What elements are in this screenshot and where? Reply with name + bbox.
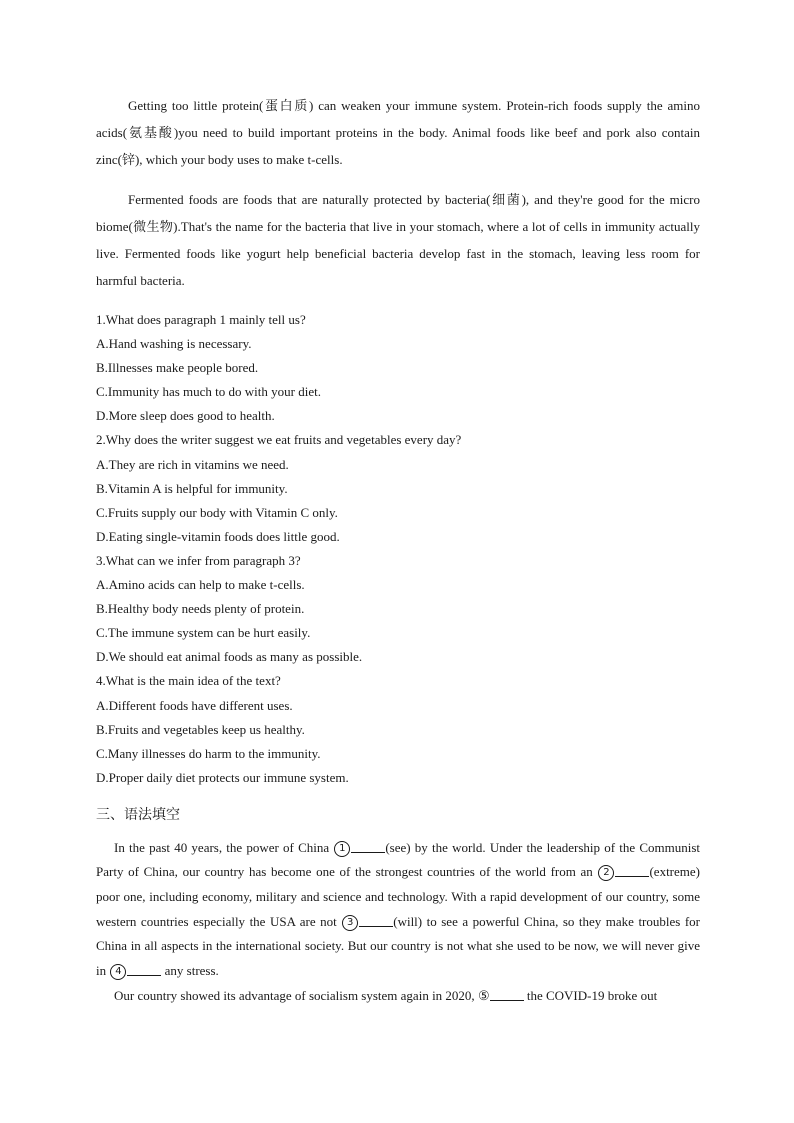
blank-1[interactable] bbox=[351, 840, 385, 853]
section-title: 三、语法填空 bbox=[96, 806, 180, 823]
question-stem: 4.What is the main idea of the text? bbox=[96, 673, 281, 689]
question-4 bbox=[96, 669, 700, 789]
blank-number-2: 2 bbox=[598, 865, 614, 881]
grammar-text: the COVID-19 broke out bbox=[523, 988, 658, 1004]
document-page bbox=[96, 92, 700, 1009]
option-c[interactable]: C.Fruits supply our body with Vitamin C only. bbox=[96, 504, 338, 520]
grammar-passage bbox=[96, 836, 700, 1009]
blank-3[interactable] bbox=[359, 914, 393, 927]
question-1 bbox=[96, 308, 700, 428]
grammar-text: (see) by the world. Under the leadership of the Communist Party of China, our country has become one of the strongest countries of the world from an bbox=[96, 839, 700, 880]
option-d[interactable]: D.More sleep does good to health. bbox=[96, 408, 275, 424]
option-c[interactable]: C.Immunity has much to do with your diet. bbox=[96, 384, 321, 400]
grammar-text: (extreme) poor one, including economy, military and science and technology. With a rapid development of our country, some western countries especially the USA are not bbox=[96, 864, 700, 929]
option-c[interactable]: C.The immune system can be hurt easily. bbox=[96, 625, 311, 641]
question-stem: 1.What does paragraph 1 mainly tell us? bbox=[96, 312, 306, 327]
option-a[interactable]: A.Hand washing is necessary. bbox=[96, 336, 252, 352]
option-d[interactable]: D.Eating single-vitamin foods does little good. bbox=[96, 528, 340, 544]
blank-4[interactable] bbox=[127, 963, 161, 976]
grammar-paragraph-2 bbox=[96, 984, 700, 1009]
option-b[interactable]: B.Healthy body needs plenty of protein. bbox=[96, 601, 305, 617]
question-list bbox=[96, 308, 700, 790]
grammar-paragraph-1 bbox=[96, 836, 700, 984]
blank-number-4: 4 bbox=[110, 964, 126, 980]
option-a[interactable]: A.Amino acids can help to make t-cells. bbox=[96, 577, 305, 593]
passage-paragraph-fermented-foods: Fermented foods are foods that are naturally protected by bacteria(细菌), and they're good for the micro biome(微生物).That's the name for the bacteria that live in your stomach, where a lot of cells in immunity actually live. Fermented foods like yogurt help beneficial bacteria develop fast in the stomach, leaving less room for harmful bacteria. bbox=[96, 192, 700, 288]
option-a[interactable]: A.Different foods have different uses. bbox=[96, 697, 293, 713]
option-b[interactable]: B.Illnesses make people bored. bbox=[96, 360, 259, 376]
passage-paragraph-protein: Getting too little protein(蛋白质) can weaken your immune system. Protein-rich foods supply the amino acids(氨基酸)you need to build important proteins in the body. Animal foods like beef and pork also contain zinc(锌), which your body uses to make t-cells. bbox=[96, 98, 700, 167]
blank-number-1: 1 bbox=[334, 841, 350, 857]
blank-number-3: 3 bbox=[342, 915, 358, 931]
option-b[interactable]: B.Vitamin A is helpful for immunity. bbox=[96, 480, 288, 496]
option-d[interactable]: D.We should eat animal foods as many as possible. bbox=[96, 649, 363, 665]
blank-5[interactable] bbox=[490, 988, 524, 1001]
grammar-text: In the past 40 years, the power of China bbox=[114, 839, 334, 855]
grammar-text: any stress. bbox=[161, 962, 219, 978]
option-d[interactable]: D.Proper daily diet protects our immune system. bbox=[96, 769, 349, 785]
blank-number-5: ⑤ bbox=[477, 988, 490, 1004]
question-stem: 2.Why does the writer suggest we eat fruits and vegetables every day? bbox=[96, 432, 462, 448]
reading-passage bbox=[96, 92, 700, 294]
question-3 bbox=[96, 549, 700, 669]
option-c[interactable]: C.Many illnesses do harm to the immunity. bbox=[96, 745, 321, 761]
grammar-text: Our country showed its advantage of socialism system again in 2020, bbox=[114, 988, 478, 1004]
option-a[interactable]: A.They are rich in vitamins we need. bbox=[96, 456, 289, 472]
question-2 bbox=[96, 428, 700, 548]
blank-2[interactable] bbox=[615, 864, 649, 877]
option-b[interactable]: B.Fruits and vegetables keep us healthy. bbox=[96, 721, 305, 737]
question-stem: 3.What can we infer from paragraph 3? bbox=[96, 552, 301, 568]
grammar-text: (will) to see a powerful China, so they make troubles for China in all aspects in the international society. But our country is not what she used to be now, we will never give in bbox=[96, 913, 700, 978]
